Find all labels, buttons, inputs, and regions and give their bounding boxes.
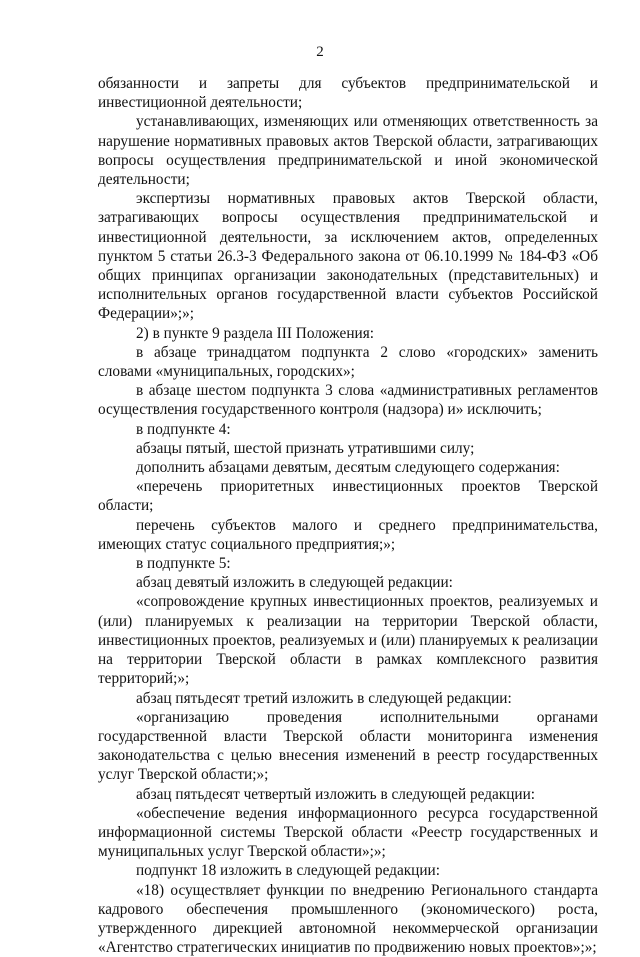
- paragraph: абзац пятьдесят третий изложить в следующей редакции:: [136, 689, 512, 707]
- page-number: 2: [316, 44, 324, 60]
- paragraph: обязанности и запреты для субъектов предпринимательской и инвестиционной деятельности;: [98, 75, 598, 112]
- paragraph: экспертизы нормативных правовых актов Тверской области, затрагивающих вопросы осуществления предпринимательской и инвестиционной деятельности, за исключением актов, определенных пунктом 5 статьи 26.3-3 Федерального закона от 06.10.1999 № 184-ФЗ «Об общих принципах организации законодательных (представительных) и исполнительных органов государственной власти субъектов Российской Федерации»;»;: [98, 190, 598, 323]
- paragraph: 2) в пункте 9 раздела III Положения:: [136, 324, 374, 342]
- paragraph: в подпункте 4:: [136, 420, 231, 438]
- paragraph: в абзаце шестом подпункта 3 слова «административных регламентов осуществления государственного контроля (надзора) и» исключить;: [98, 382, 598, 419]
- paragraph: перечень субъектов малого и среднего предпринимательства, имеющих статус социального предприятия;»;: [98, 516, 598, 553]
- paragraph: абзацы пятый, шестой признать утратившими силу;: [136, 439, 475, 457]
- paragraph: «сопровождение крупных инвестиционных проектов, реализуемых и (или) планируемых к реализации на территории Тверской области, инвестиционных проектов, реализуемых и (или) планируемых к реализации на территории Тверской области в рамках комплексного развития территорий;»;: [98, 593, 598, 688]
- paragraph: дополнить абзацами девятым, десятым следующего содержания:: [136, 459, 560, 477]
- paragraph: абзац пятьдесят четвертый изложить в следующей редакции:: [136, 785, 536, 803]
- document-body: [98, 74, 598, 957]
- paragraph: в абзаце тринадцатом подпункта 2 слово «городских» заменить словами «муниципальных, городских»;: [98, 343, 598, 381]
- paragraph: подпункт 18 изложить в следующей редакции:: [136, 862, 440, 880]
- paragraph: абзац девятый изложить в следующей редакции:: [136, 574, 453, 592]
- paragraph: «организацию проведения исполнительными органами государственной власти Тверской области мониторинга изменения законодательства с целью внесения изменений в реестр государственных услуг Тверской области;»;: [98, 708, 598, 784]
- paragraph: «18) осуществляет функции по внедрению Регионального стандарта кадрового обеспечения промышленного (экономического) роста, утвержденного дирекцией автономной некоммерческой организации «Агентство стратегических инициатив по продвижению новых проектов»;»;: [98, 881, 598, 957]
- paragraph: «перечень приоритетных инвестиционных проектов Тверской области;: [98, 478, 598, 515]
- paragraph: в подпункте 5:: [136, 555, 231, 573]
- paragraph: «обеспечение ведения информационного ресурса государственной информационной системы Тверской области «Реестр государственных и муниципальных услуг Тверской области»;»;: [98, 804, 598, 861]
- paragraph: устанавливающих, изменяющих или отменяющих ответственность за нарушение нормативных правовых актов Тверской области, затрагивающих вопросы осуществления предпринимательской и иной экономической деятельности;: [98, 113, 598, 189]
